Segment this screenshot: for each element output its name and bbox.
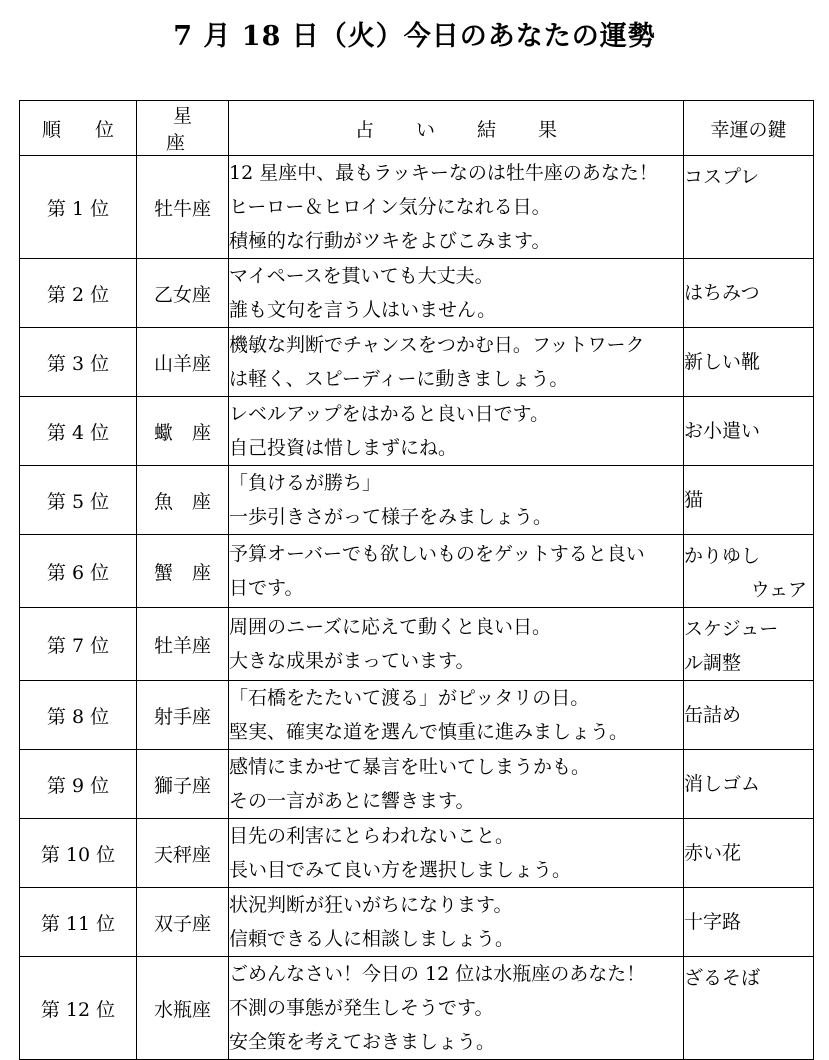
sign-cell: 蠍 座 [137, 397, 229, 466]
rank-cell: 第 7 位 [20, 608, 137, 681]
table-row [20, 608, 814, 681]
key-cell [684, 608, 814, 681]
sign-cell: 双子座 [137, 888, 229, 957]
result-cell [229, 750, 684, 819]
sign-cell: 牡羊座 [137, 608, 229, 681]
result-cell [229, 819, 684, 888]
sign-cell: 天秤座 [137, 819, 229, 888]
table-row [20, 328, 814, 397]
key-line: お小遣い [684, 420, 761, 442]
key-line: 缶詰め [684, 704, 742, 726]
key-line: コスプレ [684, 166, 760, 188]
key-line: 消しゴム [684, 773, 761, 795]
result-line: 自己投資は惜しまずにね。 [229, 437, 458, 459]
rank-cell: 第 6 位 [20, 535, 137, 608]
key-line: 猫 [684, 489, 704, 511]
sign-cell: 水瓶座 [137, 957, 229, 1060]
result-cell [229, 397, 684, 466]
table-row [20, 156, 814, 259]
result-cell [229, 957, 684, 1060]
result-line: 大きな成果がまっています。 [229, 650, 475, 672]
rank-cell: 第 5 位 [20, 466, 137, 535]
result-cell [229, 535, 684, 608]
key-line: ウェア [750, 579, 807, 601]
key-cell [684, 681, 814, 750]
key-cell [684, 750, 814, 819]
rank-cell: 第 8 位 [20, 681, 137, 750]
result-line: 状況判断が狂いがちになります。 [229, 894, 513, 916]
result-cell [229, 466, 684, 535]
key-line: 新しい靴 [684, 351, 761, 373]
result-cell [229, 608, 684, 681]
key-cell [684, 535, 814, 608]
key-line: スケジュー [684, 618, 779, 640]
sign-cell: 獅子座 [137, 750, 229, 819]
key-cell [684, 259, 814, 328]
result-cell [229, 156, 684, 259]
rank-cell: 第 9 位 [20, 750, 137, 819]
result-line: 信頼できる人に相談しましょう。 [229, 928, 515, 950]
result-line: 長い目でみて良い方を選択しましょう。 [229, 859, 572, 881]
result-line: 12 星座中、最もラッキーなのは牡牛座のあなた！ [229, 162, 658, 184]
key-cell [684, 466, 814, 535]
sign-cell: 牡牛座 [137, 156, 229, 259]
key-cell [684, 156, 814, 259]
key-header: 幸運の鍵 [684, 101, 814, 156]
result-line: 周囲のニーズに応えて動くと良い日。 [229, 616, 552, 638]
table-row [20, 466, 814, 535]
result-header: 占 い 結 果 [229, 101, 684, 156]
result-line: 一歩引きさがって様子をみましょう。 [229, 506, 553, 528]
key-line: 十字路 [684, 911, 742, 933]
sign-cell: 蟹 座 [137, 535, 229, 608]
sign-cell: 射手座 [137, 681, 229, 750]
key-line: ざるそば [684, 967, 761, 989]
rank-cell: 第 12 位 [20, 957, 137, 1060]
table-row [20, 681, 814, 750]
key-line: かりゆし [684, 545, 761, 567]
key-cell [684, 397, 814, 466]
rank-cell: 第 1 位 [20, 156, 137, 259]
result-line: は軽く、スピーディーに動きましょう。 [229, 368, 569, 390]
result-line: 日です。 [229, 577, 304, 599]
rank-cell: 第 10 位 [20, 819, 137, 888]
key-cell [684, 328, 814, 397]
key-line: 赤い花 [684, 842, 742, 864]
table-row [20, 397, 814, 466]
result-line: 目先の利害にとらわれないこと。 [229, 825, 515, 847]
result-line: 予算オーバーでも欲しいものをゲットすると良い [229, 543, 645, 565]
result-line: ヒーロー＆ヒロイン気分になれる日。 [229, 196, 551, 218]
result-line: 積極的な行動がツキをよびこみます。 [229, 230, 551, 252]
sign-header: 星 座 [137, 101, 229, 156]
key-line: ル調整 [684, 652, 742, 674]
result-cell [229, 888, 684, 957]
table-row [20, 750, 814, 819]
table-row [20, 535, 814, 608]
table-row [20, 888, 814, 957]
sign-cell: 山羊座 [137, 328, 229, 397]
result-line: 「石橋をたたいて渡る」がピッタリの日。 [229, 687, 590, 709]
key-cell [684, 888, 814, 957]
result-line: レベルアップをはかると良い日です。 [229, 403, 550, 425]
table-row [20, 957, 814, 1060]
rank-cell: 第 4 位 [20, 397, 137, 466]
rank-cell: 第 11 位 [20, 888, 137, 957]
result-cell [229, 328, 684, 397]
result-line: 安全策を考えておきましょう。 [229, 1031, 496, 1053]
key-cell [684, 819, 814, 888]
result-line: 機敏な判断でチャンスをつかむ日。フットワーク [229, 334, 645, 356]
key-line: はちみつ [684, 282, 760, 304]
result-line: 不測の事態が発生しそうです。 [229, 997, 494, 1019]
key-cell [684, 957, 814, 1060]
fortune-table [19, 100, 814, 1060]
result-cell [229, 259, 684, 328]
sign-cell: 魚 座 [137, 466, 229, 535]
result-line: その一言があとに響きます。 [229, 790, 475, 812]
table-row [20, 819, 814, 888]
header-row [20, 101, 814, 156]
rank-header: 順 位 [20, 101, 137, 156]
result-cell [229, 681, 684, 750]
result-line: 堅実、確実な道を選んで慎重に進みましょう。 [229, 721, 629, 743]
result-line: ごめんなさい！今日の 12 位は水瓶座のあなた！ [229, 963, 646, 985]
result-line: マイペースを貫いても大丈夫。 [229, 265, 494, 287]
result-line: 感情にまかせて暴言を吐いてしまうかも。 [229, 756, 591, 778]
page-title: 7 月 18 日（火）今日のあなたの運勢 [173, 21, 656, 52]
result-line: 「負けるが勝ち」 [229, 472, 382, 494]
result-line: 誰も文句を言う人はいません。 [229, 299, 497, 321]
table-row [20, 259, 814, 328]
sign-cell: 乙女座 [137, 259, 229, 328]
rank-cell: 第 2 位 [20, 259, 137, 328]
rank-cell: 第 3 位 [20, 328, 137, 397]
